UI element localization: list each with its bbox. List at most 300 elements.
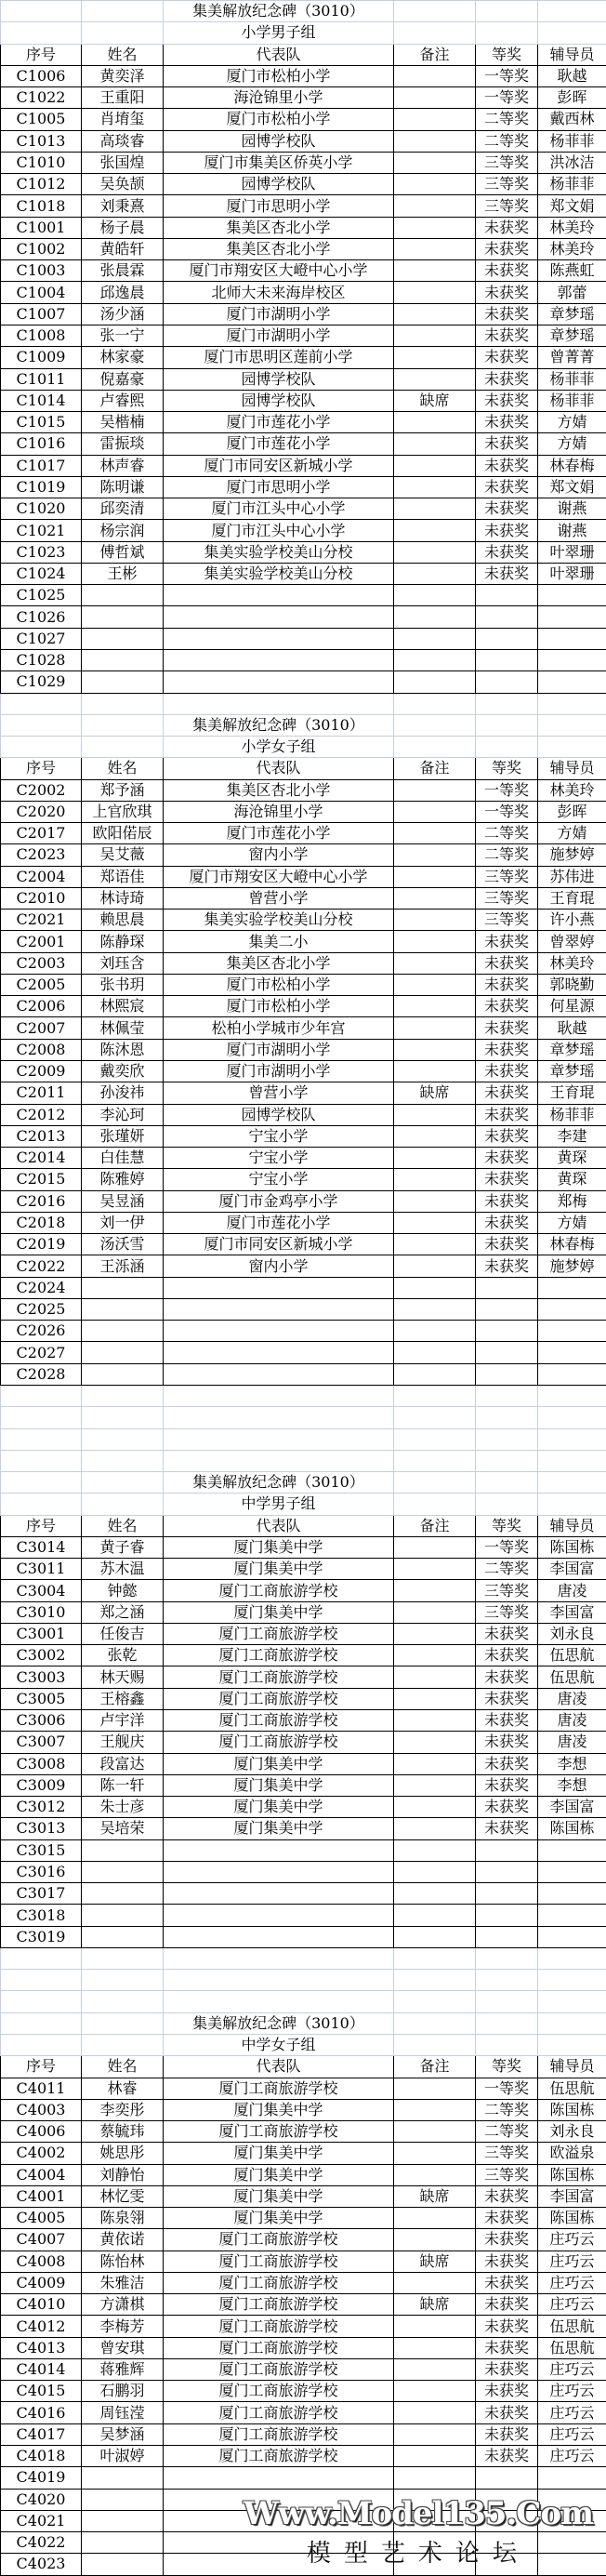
cell-note[interactable] [394,1797,476,1818]
cell-award[interactable]: 二等奖 [476,2121,538,2143]
empty-cell[interactable] [1,1428,82,1450]
empty-cell[interactable] [394,2012,476,2034]
cell-name[interactable]: 张瑾妍 [82,1125,164,1147]
cell-team[interactable] [164,2510,394,2531]
cell-award[interactable] [476,1883,538,1905]
cell-coach[interactable]: 林美玲 [538,952,606,974]
cell-award[interactable]: 未获奖 [476,1688,538,1709]
empty-cell[interactable] [538,2034,606,2055]
cell-award[interactable]: 未获奖 [476,1190,538,1212]
cell-id[interactable]: C2023 [1,844,82,866]
cell-id[interactable]: C3017 [1,1883,82,1905]
cell-name[interactable]: 李梅芳 [82,2316,164,2337]
cell-award[interactable]: 未获奖 [476,541,538,563]
cell-award[interactable]: 三等奖 [476,1580,538,1601]
cell-note[interactable] [394,1277,476,1298]
cell-name[interactable]: 吴艾薇 [82,844,164,866]
cell-coach[interactable]: 唐凌 [538,1709,606,1731]
cell-note[interactable] [394,2272,476,2293]
cell-award[interactable]: 三等奖 [476,152,538,173]
cell-award[interactable]: 未获奖 [476,563,538,584]
empty-cell[interactable] [476,2012,538,2034]
column-header-name[interactable]: 姓名 [82,2056,164,2078]
cell-id[interactable]: C2015 [1,1169,82,1190]
cell-award[interactable]: 未获奖 [476,1753,538,1774]
cell-name[interactable]: 杨宗润 [82,520,164,541]
cell-team[interactable]: 厦门市松柏小学 [164,109,394,130]
cell-note[interactable] [394,649,476,671]
cell-name[interactable] [82,1321,164,1342]
cell-coach[interactable]: 李国富 [538,1601,606,1623]
cell-team[interactable]: 厦门工商旅游学校 [164,1688,394,1709]
cell-team[interactable]: 园博学校队 [164,130,394,152]
section-title[interactable]: 集美解放纪念碑（3010） [164,714,394,736]
cell-coach[interactable]: 曾翠婷 [538,931,606,952]
cell-note[interactable] [394,2143,476,2164]
cell-award[interactable]: 三等奖 [476,866,538,887]
cell-note[interactable] [394,2164,476,2185]
cell-coach[interactable] [538,1321,606,1342]
cell-coach[interactable]: 章梦瑶 [538,1061,606,1082]
cell-team[interactable]: 厦门工商旅游学校 [164,2316,394,2337]
cell-name[interactable]: 王重阳 [82,87,164,109]
cell-team[interactable]: 厦门集美中学 [164,1774,394,1796]
cell-coach[interactable]: 陈国栋 [538,1536,606,1558]
cell-coach[interactable]: 庄巧云 [538,2251,606,2272]
cell-award[interactable]: 三等奖 [476,2164,538,2185]
section-subtitle[interactable]: 中学女子组 [164,2034,394,2055]
cell-note[interactable] [394,1321,476,1342]
cell-note[interactable] [394,195,476,217]
cell-award[interactable]: 未获奖 [476,1666,538,1688]
cell-id[interactable]: C1024 [1,563,82,584]
cell-coach[interactable]: 庄巧云 [538,2446,606,2467]
cell-note[interactable] [394,1601,476,1623]
cell-coach[interactable] [538,1926,606,1947]
cell-award[interactable]: 未获奖 [476,2381,538,2402]
cell-coach[interactable] [538,1277,606,1298]
cell-award[interactable] [476,2510,538,2531]
cell-id[interactable]: C1023 [1,541,82,563]
cell-coach[interactable]: 郭蕾 [538,282,606,303]
cell-team[interactable] [164,1363,394,1385]
column-header-award[interactable]: 等奖 [476,2056,538,2078]
cell-name[interactable]: 王泺涵 [82,1255,164,1277]
section-subtitle[interactable]: 小学男子组 [164,22,394,44]
cell-id[interactable]: C2022 [1,1255,82,1277]
cell-award[interactable]: 未获奖 [476,2294,538,2316]
cell-note[interactable] [394,1212,476,1233]
cell-coach[interactable]: 叶翠珊 [538,541,606,563]
cell-team[interactable] [164,1839,394,1861]
cell-coach[interactable] [538,649,606,671]
cell-award[interactable] [476,649,538,671]
cell-award[interactable]: 一等奖 [476,87,538,109]
empty-cell[interactable] [476,1947,538,1969]
cell-coach[interactable]: 陈燕虹 [538,260,606,282]
cell-award[interactable] [476,1298,538,1320]
cell-id[interactable]: C1008 [1,325,82,346]
cell-coach[interactable]: 林美玲 [538,217,606,238]
cell-team[interactable]: 集美区杏北小学 [164,952,394,974]
empty-cell[interactable] [1,1472,82,1494]
cell-name[interactable]: 朱士彦 [82,1797,164,1818]
cell-coach[interactable]: 伍思航 [538,1645,606,1666]
cell-team[interactable]: 厦门工商旅游学校 [164,2337,394,2358]
cell-team[interactable]: 厦门集美中学 [164,1797,394,1818]
cell-note[interactable] [394,130,476,152]
cell-award[interactable]: 一等奖 [476,1536,538,1558]
cell-coach[interactable]: 刘永良 [538,2121,606,2143]
cell-coach[interactable]: 杨菲菲 [538,368,606,390]
empty-cell[interactable] [82,1450,164,1471]
cell-name[interactable]: 张乾 [82,1645,164,1666]
cell-coach[interactable]: 方婧 [538,412,606,433]
cell-note[interactable] [394,2121,476,2143]
cell-award[interactable]: 未获奖 [476,498,538,520]
cell-id[interactable]: C4019 [1,2467,82,2489]
cell-note[interactable] [394,1255,476,1277]
cell-coach[interactable]: 李国富 [538,1559,606,1580]
section-title[interactable]: 集美解放纪念碑（3010） [164,1472,394,1494]
cell-note[interactable] [394,1342,476,1363]
cell-id[interactable]: C2007 [1,1017,82,1039]
cell-note[interactable] [394,671,476,693]
column-header-note[interactable]: 备注 [394,758,476,779]
cell-team[interactable]: 集美区杏北小学 [164,217,394,238]
cell-id[interactable]: C1005 [1,109,82,130]
cell-team[interactable]: 宁宝小学 [164,1148,394,1169]
cell-note[interactable] [394,1645,476,1666]
cell-award[interactable]: 未获奖 [476,2251,538,2272]
cell-team[interactable]: 厦门集美中学 [164,1601,394,1623]
empty-cell[interactable] [82,693,164,714]
cell-name[interactable]: 曾安琪 [82,2337,164,2358]
cell-name[interactable]: 石鹏羽 [82,2381,164,2402]
cell-team[interactable]: 厦门市莲花小学 [164,433,394,455]
empty-cell[interactable] [82,1472,164,1494]
cell-id[interactable]: C1006 [1,65,82,86]
cell-team[interactable]: 曾营小学 [164,887,394,909]
cell-note[interactable]: 缺席 [394,1082,476,1104]
cell-award[interactable]: 三等奖 [476,1601,538,1623]
cell-team[interactable]: 厦门集美中学 [164,1818,394,1839]
cell-note[interactable] [394,498,476,520]
cell-coach[interactable]: 王育琨 [538,1082,606,1104]
empty-cell[interactable] [476,1407,538,1428]
cell-coach[interactable]: 刘永良 [538,1623,606,1644]
cell-team[interactable]: 厦门市湖明小学 [164,1039,394,1060]
cell-id[interactable]: C2017 [1,823,82,844]
cell-note[interactable] [394,1688,476,1709]
cell-team[interactable]: 窗内小学 [164,1255,394,1277]
cell-team[interactable]: 厦门集美中学 [164,2099,394,2120]
cell-id[interactable]: C1001 [1,217,82,238]
empty-cell[interactable] [538,1991,606,2012]
cell-note[interactable] [394,1536,476,1558]
cell-name[interactable] [82,585,164,606]
cell-name[interactable] [82,1926,164,1947]
section-title[interactable]: 集美解放纪念碑（3010） [164,1,394,22]
cell-award[interactable]: 未获奖 [476,1039,538,1060]
cell-name[interactable] [82,671,164,693]
cell-name[interactable]: 陈静琛 [82,931,164,952]
column-header-id[interactable]: 序号 [1,2056,82,2078]
empty-cell[interactable] [1,1,82,22]
cell-award[interactable]: 未获奖 [476,2316,538,2337]
cell-note[interactable] [394,910,476,931]
empty-cell[interactable] [82,737,164,758]
cell-team[interactable]: 厦门集美中学 [164,1753,394,1774]
cell-id[interactable]: C4023 [1,2554,82,2575]
cell-name[interactable]: 高琰睿 [82,130,164,152]
cell-id[interactable]: C1020 [1,498,82,520]
cell-note[interactable] [394,2489,476,2510]
cell-award[interactable] [476,1342,538,1363]
cell-award[interactable] [476,671,538,693]
cell-id[interactable]: C1014 [1,390,82,411]
cell-name[interactable]: 陈雅婷 [82,1169,164,1190]
cell-id[interactable]: C2025 [1,1298,82,1320]
empty-cell[interactable] [538,737,606,758]
cell-team[interactable]: 厦门工商旅游学校 [164,1645,394,1666]
cell-name[interactable]: 林声睿 [82,455,164,476]
cell-award[interactable]: 二等奖 [476,130,538,152]
cell-name[interactable]: 傅哲斌 [82,541,164,563]
cell-coach[interactable]: 李想 [538,1774,606,1796]
cell-coach[interactable]: 彭晖 [538,801,606,822]
cell-team[interactable]: 园博学校队 [164,368,394,390]
cell-note[interactable] [394,238,476,259]
cell-id[interactable]: C1012 [1,174,82,195]
cell-name[interactable]: 张国煌 [82,152,164,173]
empty-cell[interactable] [164,1947,394,1969]
cell-id[interactable]: C2013 [1,1125,82,1147]
cell-award[interactable]: 未获奖 [476,1255,538,1277]
cell-note[interactable] [394,109,476,130]
cell-coach[interactable]: 谢燕 [538,520,606,541]
cell-note[interactable] [394,2229,476,2251]
empty-cell[interactable] [394,1494,476,1515]
cell-coach[interactable]: 伍思航 [538,1666,606,1688]
cell-name[interactable]: 王榕鑫 [82,1688,164,1709]
cell-team[interactable]: 曾营小学 [164,1082,394,1104]
cell-team[interactable] [164,1905,394,1926]
cell-id[interactable]: C1021 [1,520,82,541]
cell-id[interactable]: C4016 [1,2402,82,2423]
cell-id[interactable]: C3019 [1,1926,82,1947]
cell-name[interactable] [82,606,164,628]
cell-team[interactable] [164,1321,394,1342]
cell-coach[interactable]: 郑梅 [538,1190,606,1212]
cell-id[interactable]: C3016 [1,1861,82,1882]
cell-id[interactable]: C2008 [1,1039,82,1060]
cell-team[interactable]: 厦门集美中学 [164,1559,394,1580]
cell-team[interactable]: 厦门市莲花小学 [164,412,394,433]
cell-id[interactable]: C4021 [1,2510,82,2531]
cell-name[interactable]: 黄依诺 [82,2229,164,2251]
cell-id[interactable]: C1026 [1,606,82,628]
cell-name[interactable] [82,1298,164,1320]
cell-name[interactable]: 邱奕清 [82,498,164,520]
cell-team[interactable]: 厦门工商旅游学校 [164,1580,394,1601]
cell-coach[interactable] [538,2510,606,2531]
cell-team[interactable] [164,2489,394,2510]
cell-note[interactable] [394,217,476,238]
cell-coach[interactable]: 杨菲菲 [538,390,606,411]
cell-coach[interactable]: 庄巧云 [538,2402,606,2423]
cell-coach[interactable]: 李想 [538,1753,606,1774]
empty-cell[interactable] [164,1991,394,2012]
cell-coach[interactable]: 耿越 [538,65,606,86]
cell-coach[interactable]: 伍思航 [538,2078,606,2099]
cell-award[interactable]: 未获奖 [476,1169,538,1190]
cell-note[interactable] [394,1818,476,1839]
cell-note[interactable] [394,412,476,433]
cell-id[interactable]: C2012 [1,1104,82,1125]
cell-award[interactable]: 一等奖 [476,779,538,801]
cell-award[interactable]: 未获奖 [476,1082,538,1104]
cell-team[interactable]: 海沧锦里小学 [164,87,394,109]
cell-team[interactable]: 集美区杏北小学 [164,779,394,801]
cell-award[interactable]: 未获奖 [476,1645,538,1666]
cell-note[interactable] [394,952,476,974]
cell-note[interactable] [394,1753,476,1774]
cell-note[interactable] [394,606,476,628]
empty-cell[interactable] [82,1991,164,2012]
cell-note[interactable] [394,996,476,1017]
cell-note[interactable] [394,2358,476,2380]
cell-team[interactable]: 集美实验学校美山分校 [164,541,394,563]
cell-note[interactable] [394,87,476,109]
cell-id[interactable]: C3004 [1,1580,82,1601]
cell-name[interactable]: 陈怡林 [82,2251,164,2272]
cell-id[interactable]: C2014 [1,1148,82,1169]
cell-coach[interactable]: 庄巧云 [538,2423,606,2445]
cell-award[interactable]: 未获奖 [476,476,538,498]
cell-award[interactable]: 未获奖 [476,1104,538,1125]
cell-award[interactable] [476,2554,538,2575]
cell-award[interactable]: 三等奖 [476,174,538,195]
empty-cell[interactable] [164,1407,394,1428]
cell-coach[interactable] [538,628,606,649]
cell-coach[interactable]: 林春梅 [538,455,606,476]
cell-coach[interactable]: 施梦婷 [538,844,606,866]
empty-cell[interactable] [82,1947,164,1969]
empty-cell[interactable] [538,1428,606,1450]
cell-note[interactable] [394,1061,476,1082]
empty-cell[interactable] [1,1991,82,2012]
empty-cell[interactable] [476,1,538,22]
empty-cell[interactable] [82,1,164,22]
cell-note[interactable] [394,844,476,866]
cell-team[interactable]: 厦门工商旅游学校 [164,2446,394,2467]
cell-id[interactable]: C3008 [1,1753,82,1774]
cell-coach[interactable]: 郑文娟 [538,476,606,498]
cell-coach[interactable]: 黄琛 [538,1169,606,1190]
cell-team[interactable]: 厦门市松柏小学 [164,65,394,86]
cell-id[interactable]: C2010 [1,887,82,909]
cell-id[interactable]: C1016 [1,433,82,455]
cell-id[interactable]: C1028 [1,649,82,671]
empty-cell[interactable] [1,1947,82,1969]
cell-team[interactable] [164,628,394,649]
cell-award[interactable]: 未获奖 [476,931,538,952]
cell-coach[interactable] [538,1883,606,1905]
cell-team[interactable]: 厦门市莲花小学 [164,823,394,844]
section-subtitle[interactable]: 小学女子组 [164,737,394,758]
cell-id[interactable]: C1007 [1,303,82,325]
cell-coach[interactable]: 伍思航 [538,2337,606,2358]
column-header-note[interactable]: 备注 [394,44,476,65]
empty-cell[interactable] [538,1494,606,1515]
cell-id[interactable]: C4005 [1,2208,82,2229]
cell-award[interactable]: 未获奖 [476,1234,538,1255]
column-header-id[interactable]: 序号 [1,758,82,779]
cell-name[interactable]: 汤少涵 [82,303,164,325]
cell-id[interactable]: C4001 [1,2185,82,2207]
cell-award[interactable]: 未获奖 [476,1732,538,1753]
cell-team[interactable]: 厦门市翔安区大嶝中心小学 [164,260,394,282]
cell-id[interactable]: C3013 [1,1818,82,1839]
cell-team[interactable] [164,2532,394,2554]
cell-name[interactable]: 郑之涵 [82,1601,164,1623]
cell-name[interactable] [82,2554,164,2575]
cell-name[interactable]: 张晨霖 [82,260,164,282]
cell-award[interactable] [476,585,538,606]
cell-note[interactable] [394,303,476,325]
cell-name[interactable]: 林诗琦 [82,887,164,909]
column-header-team[interactable]: 代表队 [164,1515,394,1536]
cell-team[interactable]: 集美实验学校美山分校 [164,563,394,584]
cell-coach[interactable]: 方婧 [538,1212,606,1233]
cell-name[interactable]: 黄奕泽 [82,65,164,86]
cell-team[interactable]: 厦门集美中学 [164,2208,394,2229]
cell-id[interactable]: C3010 [1,1601,82,1623]
cell-award[interactable]: 未获奖 [476,368,538,390]
cell-award[interactable] [476,1363,538,1385]
cell-name[interactable]: 段富达 [82,1753,164,1774]
cell-name[interactable]: 刘珏含 [82,952,164,974]
cell-team[interactable]: 厦门市翔安区大嶝中心小学 [164,866,394,887]
cell-coach[interactable]: 许小燕 [538,910,606,931]
cell-note[interactable] [394,1666,476,1688]
cell-coach[interactable]: 杨菲菲 [538,1104,606,1125]
cell-award[interactable]: 未获奖 [476,325,538,346]
cell-award[interactable] [476,1926,538,1947]
cell-award[interactable] [476,2467,538,2489]
column-header-id[interactable]: 序号 [1,1515,82,1536]
cell-note[interactable] [394,866,476,887]
cell-coach[interactable] [538,2489,606,2510]
cell-coach[interactable]: 陈国栋 [538,2208,606,2229]
cell-id[interactable]: C1029 [1,671,82,693]
cell-coach[interactable] [538,1839,606,1861]
empty-cell[interactable] [164,693,394,714]
cell-award[interactable]: 未获奖 [476,433,538,455]
cell-note[interactable] [394,2316,476,2337]
cell-name[interactable]: 陈沐恩 [82,1039,164,1060]
empty-cell[interactable] [1,737,82,758]
empty-cell[interactable] [1,22,82,44]
empty-cell[interactable] [476,693,538,714]
empty-cell[interactable] [394,2034,476,2055]
cell-name[interactable] [82,1839,164,1861]
cell-coach[interactable]: 戴西林 [538,109,606,130]
cell-coach[interactable]: 郑文娟 [538,195,606,217]
cell-team[interactable]: 厦门集美中学 [164,1536,394,1558]
cell-team[interactable]: 集美二小 [164,931,394,952]
